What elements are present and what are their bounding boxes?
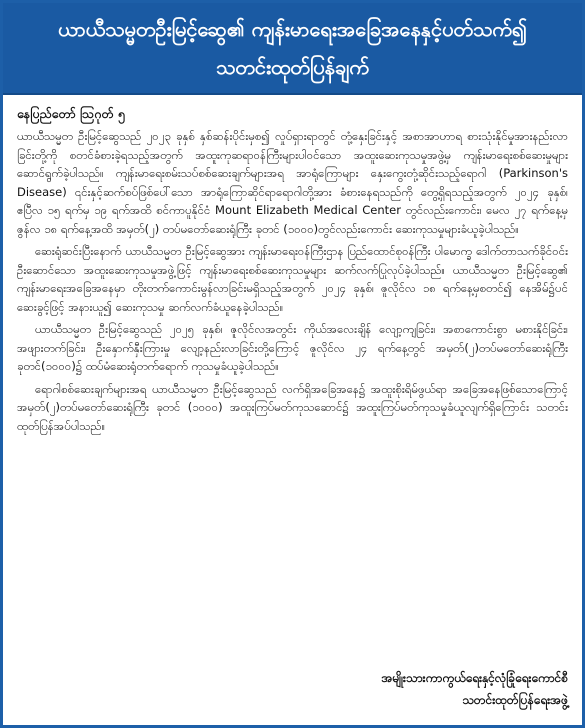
dateline: နေပြည်တော် ဩဂုတ် ၅: [17, 106, 125, 121]
paragraph-1: ယာယီသမ္မတ ဦးမြင့်ဆွေသည် ၂၀၂၃ ခုနှစ် နှစ်ဆန်းပိုင်းမှစ၍ လှုပ်ရှားရာတွင် တုံ့နှေးခြင်းနှင့် အစာအာဟာရ စားသုံးနိုင်မှုအားနည်းလာခြင်းတို့ကို စတင်ခံစားခဲ့ရသည့်အတွက် အထူးကုဆရာဝန်ကြီးများပါဝင်သော အထူးဆေးကုသမှုအဖွဲ့မှ ကျန်းမာရေးစစ်ဆေးမှုများဆောင်ရွက်ခဲ့ပါသည်။ ကျန်းမာရေးစမ်းသပ်စစ်ဆေးချက်များအရ အာရုံကြောများ နှေးကွေးတုံ့ဆိုင်းသည့်ရောဂါ (Parkinson's Disease) ၎င်းနှင့်ဆက်စပ်ဖြစ်ပေါ်သော အာရုံကြောဆိုင်ရာရောဂါတို့အား ခံစားနေရသည်ကို တွေ့ရှိရသည့်အတွက် ၂၀၂၄ ခုနှစ်၊ ဧပြီလ ၁၅ ရက်မှ ၁၉ ရက်အထိ စင်ကာပူနိုင်ငံ Mount Elizabeth Medical Center တွင်လည်းကောင်း၊ မေလ ၂၇ ရက်နေ့မှ ဇွန်လ ၁၈ ရက်နေ့အထိ အမှတ်(၂) တပ်မတော်ဆေးရုံကြီး ခုတင် (၁၀၀၀)တွင်လည်းကောင်း ဆေးကုသမှုများခံယူခဲ့ပါသည်။: [17, 129, 568, 236]
announcement-body: [3, 95, 582, 435]
paragraph-2: ဆေးရုံဆင်းပြီးနောက် ယာယီသမ္မတ ဦးမြင့်ဆွေအား ကျန်းမာရေးဝန်ကြီးဌာန ပြည်ထောင်စုဝန်ကြီး ပါမောက္ခ ဒေါက်တာသက်ခိုင်ဝင်း ဦးဆောင်သော အထူးဆေးကုသမှုအဖွဲ့ဖြင့် ကျန်းမာရေးစစ်ဆေးကုသမှုများ ဆက်လက်ပြုလုပ်ခဲ့ပါသည်။ ယာယီသမ္မတ ဦးမြင့်ဆွေ၏ ကျန်းမာရေးအခြေအနေမှာ တိုးတက်ကောင်းမွန်လာခြင်းမရှိသည့်အတွက် ၂၀၂၄ ခုနှစ်၊ ဇူလိုင်လ ၁၈ ရက်နေ့မှစတင်၍ နေအိမ်၌ပင် ဆေးခွင့်ဖြင့် အနားယူ၍ ဆေးကုသမှု ဆက်လက်ခံယူနေခဲ့ပါသည်။: [17, 244, 568, 314]
signature-line-2: သတင်းထုတ်ပြန်ရေးအဖွဲ့: [462, 693, 568, 707]
paragraph-3: ယာယီသမ္မတ ဦးမြင့်ဆွေသည် ၂၀၂၅ ခုနှစ်၊ ဇူလိုင်လအတွင်း ကိုယ်အလေးချိန် လျော့ကျခြင်း၊ အစာကောင်းစွာ မစားနိုင်ခြင်း၊ အဖျားတက်ခြင်း၊ ဦးနှောက်နှီးကြားမှု လျော့နည်းလာခြင်းတို့ကြောင့် ဇူလိုင်လ ၂၄ ရက်နေ့တွင် အမှတ်(၂)တပ်မတော်ဆေးရုံကြီး ခုတင်(၁၀၀၀)၌ ထပ်မံဆေးရုံတက်ရောက် ကုသမှုခံယူခဲ့ပါသည်။: [17, 322, 568, 373]
signature-line-1: အမျိုးသားကာကွယ်ရေးနှင့်လုံခြုံရေးကောင်စီ: [381, 671, 568, 685]
title-line-2: သတင်းထုတ်ပြန်ချက်: [216, 55, 369, 79]
title-line-1: ယာယီသမ္မတဦးမြင့်ဆွေ၏ ကျန်းမာရေးအခြေအနေနှင့်ပတ်သက်၍: [58, 17, 527, 41]
announcement-header: [3, 3, 582, 95]
signature-block: [381, 667, 568, 711]
paragraph-4: ရောဂါစစ်ဆေးချက်များအရ ယာယီသမ္မတ ဦးမြင့်ဆွေသည် လက်ရှိအခြေအနေ၌ အထူးစိုးရိမ်ဖွယ်ရာ အခြေအနေဖြစ်သောကြောင့် အမှတ်(၂)တပ်မတော်ဆေးရုံကြီး ခုတင် (၁၀၀၀) အထူးကြပ်မတ်ကုသဆောင်၌ အထူးကြပ်မတ်ကုသမှုခံယူလျက်ရှိကြောင်း သတင်းထုတ်ပြန်အပ်ပါသည်။: [17, 381, 568, 433]
